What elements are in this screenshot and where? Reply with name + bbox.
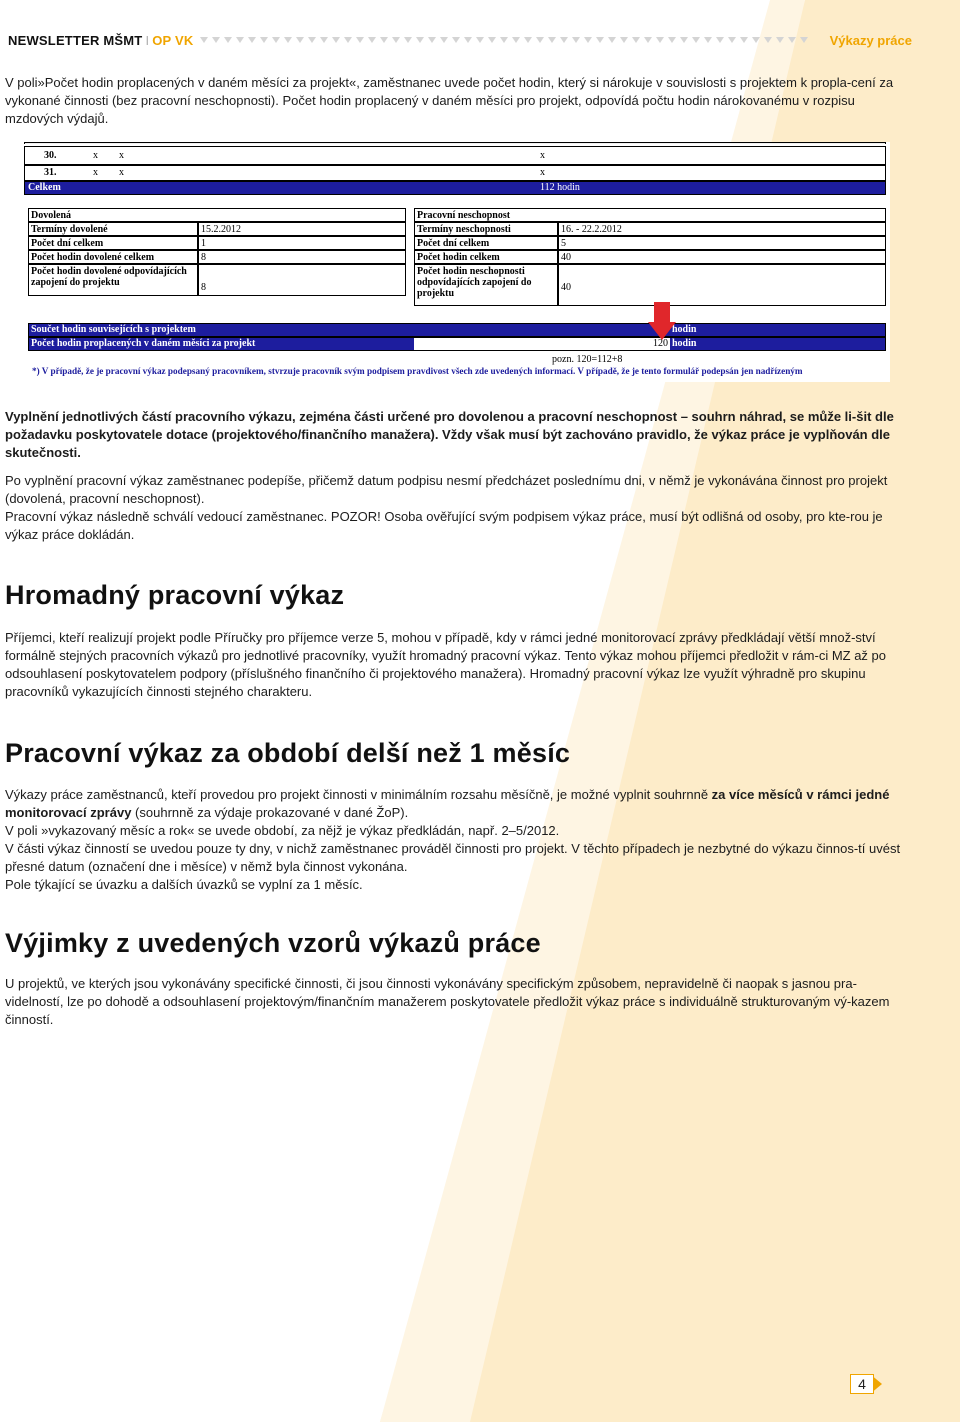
section2-line3: V části výkaz činností se uvedou pouze ty dny, v nichž zaměstnanec prováděl činnosti pro projekt. V těchto případech je nezbytné do výkazu činnos-tí uvést přesné datum (označení dne i měsíce) v němž byla činnost vykonána. <box>5 841 901 874</box>
total-value: 112 hodin <box>540 182 580 193</box>
sick-project-hours-label: Počet hodin neschopnosti odpovídajících zapojení do projektu <box>414 264 558 306</box>
work-report-form <box>24 142 890 382</box>
sick-terms-value: 16. - 22.2.2012 <box>558 222 886 236</box>
section1-body <box>5 629 915 701</box>
after-form-p2: Po vyplnění pracovní výkaz zaměstnanec podepíše, přičemž datum podpisu nesmí předcházet poslednímu dni, v němž je vykonávána činnost pro projekt (dovolená, pracovní neschopnost). <box>5 473 888 506</box>
section2-body <box>5 786 915 894</box>
section2-line4: Pole týkající se úvazku a dalších úvazků se vyplní za 1 měsíc. <box>5 877 363 892</box>
form-row-30 <box>24 146 886 165</box>
leave-project-hours-label: Počet hodin dovolené odpovídajících zapojení do projektu <box>28 264 198 296</box>
after-form-section <box>5 408 915 544</box>
row-cell: x <box>93 150 98 161</box>
page-number-badge <box>848 1372 882 1396</box>
header-newsletter <box>8 33 193 48</box>
sick-project-hours-value: 40 <box>558 264 886 306</box>
section2-line2: V poli »vykazovaný měsíc a rok« se uvede období, za nějž je výkaz předkládán, např. 2–5/2012. <box>5 823 560 838</box>
row-day: 31. <box>44 167 57 178</box>
sick-hours-value: 40 <box>558 250 886 264</box>
page-number: 4 <box>850 1374 874 1394</box>
red-arrow-down-icon <box>648 302 676 340</box>
newsletter-label: NEWSLETTER MŠMT <box>8 33 143 48</box>
row-cell: x <box>540 167 545 178</box>
row-cell: x <box>93 167 98 178</box>
leave-hours-label: Počet hodin dovolené celkem <box>28 250 198 264</box>
row-day: 30. <box>44 150 57 161</box>
total-label: Celkem <box>28 182 61 193</box>
leave-terms-value: 15.2.2012 <box>198 222 406 236</box>
sick-days-value: 5 <box>558 236 886 250</box>
section2-text-b: za více měsíců v rámci jedné monitorovací zprávy <box>5 787 890 820</box>
heading-vyjimky: Výjimky z uvedených vzorů výkazů práce <box>5 928 541 958</box>
paid-unit: hodin <box>672 338 697 349</box>
row-cell: x <box>119 150 124 161</box>
sick-hours-label: Počet hodin celkem <box>414 250 558 264</box>
section2-text-a: Výkazy práce zaměstnanců, kteří provedou pro projekt činnosti v minimálním rozsahu měsíčně, je možné vyplnit souhrnně <box>5 787 712 802</box>
heading-delsi-obdobi: Pracovní výkaz za období delší než 1 měsíc <box>5 738 571 768</box>
sum-unit: hodin <box>672 324 697 335</box>
section3-body <box>5 975 915 1029</box>
intro-text: V poli»Počet hodin proplacených v daném měsíci za projekt«, zaměstnanec uvede počet hodin, který si nárokuje v souvislosti s projektem k propla-cení za vykonané činnosti (bez pracovní neschopnosti). Počet hodin proplacený v daném měsíci pro projekt, odpovídá počtu hodin nárokovanému v rozpisu mzdových výdajů. <box>5 75 894 126</box>
after-form-p3: Pracovní výkaz následně schválí vedoucí zaměstnanec. POZOR! Osoba ověřující svým podpisem výkaz práce, musí být odlišná od osoby, pro kte-rou je výkaz práce dokládán. <box>5 509 883 542</box>
leave-title: Dovolená <box>28 208 406 222</box>
leave-days-label: Počet dní celkem <box>28 236 198 250</box>
section2-p1 <box>5 786 915 822</box>
form-top-edge <box>24 142 886 144</box>
intro-paragraph <box>5 74 915 128</box>
leave-hours-value: 8 <box>198 250 406 264</box>
leave-days-value: 1 <box>198 236 406 250</box>
page-header <box>0 28 960 52</box>
sick-terms-label: Termíny neschopnosti <box>414 222 558 236</box>
section1-text: Příjemci, kteří realizují projekt podle Příručky pro příjemce verze 5, mohou v případě, kdy v rámci jedné monitorovací zprávy předkládají větší množ-ství formálně stejných pracovních výkazů pro jednotlivé pracovníky, využít hromadný pracovní výkaz. Tento výkaz mohou příjemci předložit v rám-ci MZ až po odsouhlasení poskytovatelem podpory (příslušného finančního či projektového manažera). Hromadný pracovní výkaz lze využít výhradně pro skupinu pracovníků vykazujících činnosti stejného charakteru. <box>5 630 886 699</box>
row-cell: x <box>540 150 545 161</box>
row-cell: x <box>119 167 124 178</box>
header-separator: I <box>145 33 150 48</box>
section2-text-c: (souhrnně za výdaje prokazované v dané ŽoP). <box>131 805 409 820</box>
sick-title: Pracovní neschopnost <box>414 208 886 222</box>
heading-hromadny: Hromadný pracovní výkaz <box>5 580 345 610</box>
header-triangle-pattern <box>200 34 808 46</box>
form-total-row <box>24 181 886 195</box>
paid-label: Počet hodin proplacených v daném měsíci za projekt <box>31 338 256 349</box>
leave-project-hours-value: 8 <box>198 264 406 296</box>
calc-note: pozn. 120=112+8 <box>552 354 623 365</box>
program-label: OP VK <box>152 33 194 48</box>
after-form-p1: Vyplnění jednotlivých částí pracovního výkazu, zejména části určené pro dovolenou a pracovní neschopnost – souhrn náhrad, se může li-šit dle požadavku poskytovatele dotace (projektového/finančního manažera). Vždy však musí být zachováno pravidlo, že výkaz práce je vyplňován dle skutečnosti. <box>5 409 894 460</box>
form-row-31 <box>24 165 886 181</box>
header-section-title: Výkazy práce <box>829 33 912 48</box>
sick-days-label: Počet dní celkem <box>414 236 558 250</box>
leave-terms-label: Termíny dovolené <box>28 222 198 236</box>
section3-text: U projektů, ve kterých jsou vykonávány specifické činnosti, či jsou činnosti vykonávány specifickým způsobem, nepravidelně či naopak s jasnou pra-videlností, lze po dohodě a odsouhlasení projektovým/finančním manažerem poskytovatele předložit výkaz práce s individuálně strukturovaným vý-kazem činností. <box>5 976 890 1027</box>
form-footnote: *) V případě, že je pracovní výkaz podepsaný pracovníkem, stvrzuje pracovník svým podpisem pravdivost všech zde uvedených informací. V případě, že je tento formulář podepsán jen nadřízeným <box>32 366 803 376</box>
sum-label: Součet hodin souvisejících s projektem <box>31 324 196 335</box>
paid-value: 120 <box>414 338 670 350</box>
